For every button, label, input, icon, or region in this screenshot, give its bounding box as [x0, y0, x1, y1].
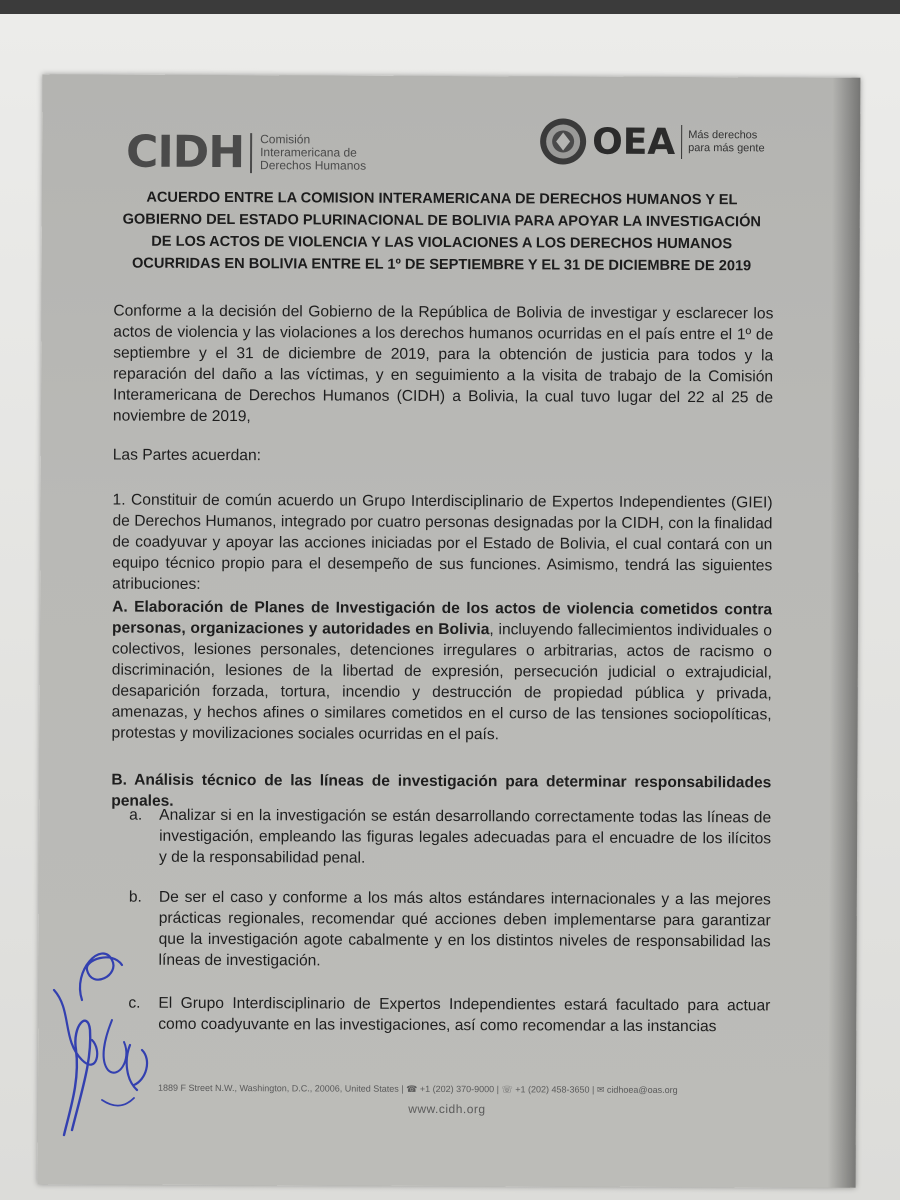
footer-website: www.cidh.org: [408, 1101, 486, 1117]
sub-item-marker: a.: [129, 806, 143, 824]
cidh-divider: [250, 133, 252, 173]
oea-logo: [538, 116, 765, 167]
sub-item-marker: b.: [128, 888, 142, 906]
footer-address: 1889 F Street N.W., Washington, D.C., 20006, United States | ☎ +1 (202) 370-9000 | ☏ +1 (202) 458-3650 | ✉ cidhoea@oas.org: [157, 1082, 678, 1096]
document-title: ACUERDO ENTRE LA COMISION INTERAMERICANA DE DERECHOS HUMANOS Y EL GOBIERNO DEL ESTADO PLURINACIONAL DE BOLIVIA PARA APOYAR LA INVESTIGACIÓN DE LOS ACTOS DE VIOLENCIA Y LAS VIOLACIONES A LOS DERECHOS HUMANOS OCURRIDAS EN BOLIVIA ENTRE EL 1º DE SEPTIEMBRE Y EL 31 DE DICIEMBRE DE 2019: [122, 189, 762, 275]
oea-divider: [681, 125, 682, 159]
point-1-paragraph: 1. Constituir de común acuerdo un Grupo Interdisciplinario de Expertos Independientes (GIEI) de Derechos Humanos, integrado por cuatro personas designadas por la CIDH, con la finalidad de coadyuvar y apoyar las acciones iniciadas por el Estado de Bolivia, el cual contará con un equipo técnico propio para el desempeño de sus funciones. Asimismo, tendrá las siguientes atribuciones:: [112, 491, 773, 593]
page-shadow: [828, 78, 861, 1188]
point-a-text: , incluyendo fallecimientos individuales o colectivos, lesiones personales, detenciones irregulares o arbitrarias, actos de racismo o discriminación, lesiones de la libertad de expresión, persecución judicial o extrajudicial, desaparición forzada, tortura, incendio y destrucción de propiedad pública y privada, amenazas, y hechos afines o similares cometidos en el curso de las tensiones sociopolíticas, protestas y movilizaciones sociales ocurridas en el país.: [111, 621, 773, 744]
table-edge: [0, 0, 900, 14]
cidh-name-line: Derechos Humanos: [260, 158, 367, 173]
cidh-wordmark: CIDH: [125, 126, 245, 179]
sub-item: [128, 887, 771, 974]
oea-tagline-line: Más derechos: [688, 129, 758, 142]
sub-item: [129, 805, 772, 871]
point-a-heading: A. Elaboración de Planes de Investigación de los actos de violencia cometidos contra personas, organizaciones y autoridades en Bolivia: [111, 598, 773, 639]
oea-tagline-line: para más gente: [688, 142, 765, 155]
oea-wordmark: OEA: [592, 121, 676, 163]
point-b-heading: B. Análisis técnico de las líneas de investigación para determinar responsabilidades penales.: [111, 771, 772, 810]
oea-tagline: [688, 129, 765, 155]
sub-item-text: De ser el caso y conforme a los más altos estándares internacionales y a las mejores prácticas regionales, recomendar qué acciones deben implementarse para garantizar que la investigación agote cabalmente y en los distintos niveles de responsabilidad las líneas de investigación.: [158, 888, 771, 970]
parties-heading: Las Partes acuerdan:: [112, 446, 262, 465]
intro-paragraph: Conforme a la decisión del Gobierno de la República de Bolivia de investigar y esclarecer los actos de violencia y las violaciones a los derechos humanos ocurridas en el país entre el 1º de septiembre y el 31 de diciembre de 2019, para la obtención de justicia para todos y la reparación del daño a las víctimas, y en seguimiento a la visita de trabajo de la Comisión Interamericana de Derechos Humanos (CIDH) a Bolivia, la cual tuvo lugar del 22 al 25 de noviembre de 2019,: [112, 302, 774, 426]
cidh-name-line: Interamericana de: [260, 145, 357, 160]
sub-item-text: Analizar si en la investigación se están desarrollando correctamente todas las líneas de investigación, empleando las figuras legales adecuadas para el encuadre de los ilícitos y de la responsabilidad penal.: [158, 806, 772, 867]
sub-item-text: El Grupo Interdisciplinario de Expertos Independientes estará facultado para actuar como coadyuvante en las investigaciones, así como recomendar a las instancias: [158, 994, 771, 1036]
cidh-logo: [126, 127, 366, 179]
cidh-name-line: Comisión: [260, 132, 311, 147]
cidh-full-name: [260, 133, 366, 172]
point-a-paragraph: [112, 597, 773, 747]
sub-item-marker: c.: [128, 994, 141, 1012]
oea-seal-icon: [538, 116, 588, 166]
handwritten-initials-signature: [42, 930, 162, 1150]
sub-item: [128, 993, 771, 1038]
